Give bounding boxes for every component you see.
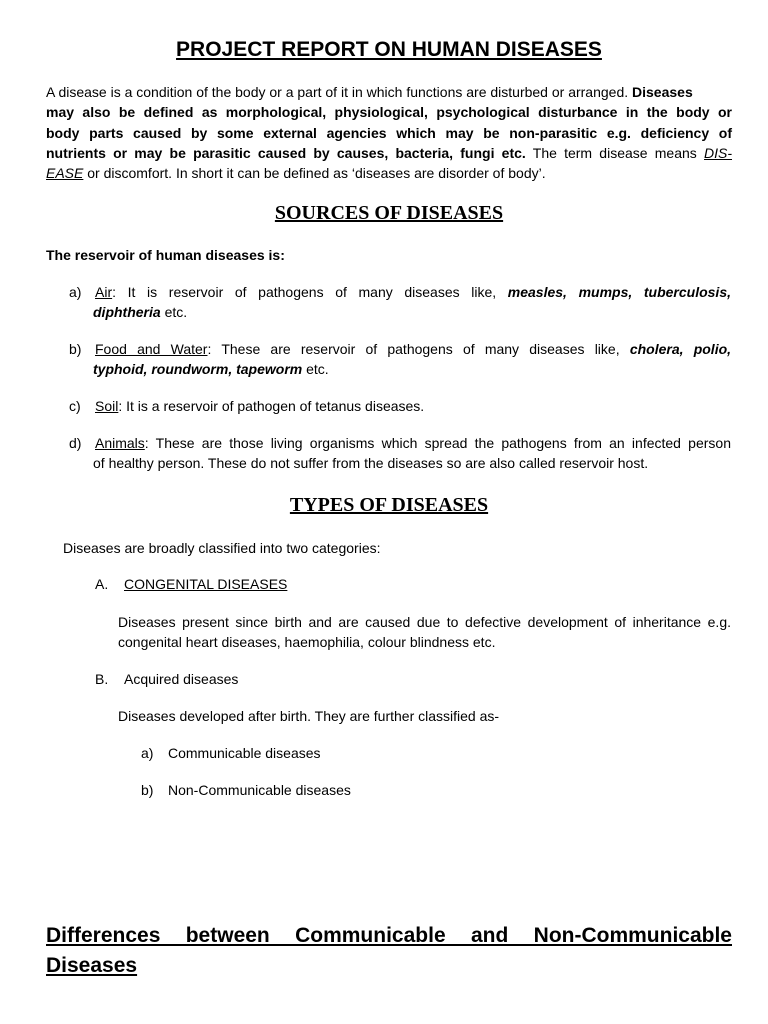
acquired-desc: Diseases developed after birth. They are further classified as- xyxy=(118,708,500,724)
subcategory-marker: a) xyxy=(141,745,154,761)
source-term: Soil xyxy=(95,398,119,414)
source-examples: diphtheria xyxy=(93,304,161,320)
source-marker: a) xyxy=(69,284,82,300)
source-examples: typhoid, roundworm, tapeworm xyxy=(93,361,303,377)
source-text: : These are those living organisms which spread the pathogens from an infected person xyxy=(144,435,731,451)
source-text: etc. xyxy=(306,361,329,377)
congenital-desc-line-1: Diseases present since birth and are caused due to defective development of inheritance e.g. xyxy=(118,614,731,630)
category-marker: A. xyxy=(95,576,109,592)
source-item-food-water-line-2 xyxy=(93,359,329,379)
source-text: : It is reservoir of pathogens of many diseases like, xyxy=(112,284,497,300)
source-term: Air xyxy=(95,284,113,300)
dis-ease-term: DIS- xyxy=(704,145,733,161)
source-text: etc. xyxy=(164,304,188,320)
types-intro: Diseases are broadly classified into two categories: xyxy=(63,540,381,556)
source-item-animals-line-2: of healthy person. These do not suffer from the diseases so are also called reservoir host. xyxy=(93,455,649,471)
sources-heading: SOURCES OF DISEASES xyxy=(274,202,504,224)
types-heading: TYPES OF DISEASES xyxy=(289,494,489,516)
intro-bold-text: Diseases xyxy=(632,84,693,100)
intro-line-4 xyxy=(46,143,732,163)
source-term: Animals xyxy=(95,435,145,451)
intro-line-3: body parts caused by some external agencies which may be non-parasitic e.g. deficiency of xyxy=(46,125,732,141)
intro-text: A disease is a condition of the body or a part of it in which functions are disturbed or arranged. xyxy=(46,84,629,100)
dis-ease-term: EASE xyxy=(46,165,84,181)
source-item-air-line-2 xyxy=(93,302,187,322)
source-marker: d) xyxy=(69,435,82,451)
subcategory-communicable: Communicable diseases xyxy=(168,745,321,761)
sources-subheading: The reservoir of human diseases is: xyxy=(46,247,285,263)
category-congenital: CONGENITAL DISEASES xyxy=(124,576,288,592)
differences-heading-line-2: Diseases xyxy=(46,954,138,977)
source-marker: c) xyxy=(69,398,81,414)
source-examples: measles, mumps, tuberculosis, xyxy=(507,284,732,300)
subcategory-marker: b) xyxy=(141,782,154,798)
source-text: : It is a reservoir of pathogen of tetanus diseases. xyxy=(118,398,425,414)
source-item-animals xyxy=(95,433,731,453)
intro-text: The term disease means xyxy=(532,145,697,161)
intro-line-2: may also be defined as morphological, physiological, psychological disturbance in the body or xyxy=(46,104,732,120)
page-title: PROJECT REPORT ON HUMAN DISEASES xyxy=(176,38,602,61)
source-examples: cholera, polio, xyxy=(629,341,732,357)
source-text: : These are reservoir of pathogens of many diseases like, xyxy=(207,341,620,357)
category-marker: B. xyxy=(95,671,109,687)
congenital-desc-line-2: congenital heart diseases, haemophilia, colour blindness etc. xyxy=(118,634,496,650)
source-marker: b) xyxy=(69,341,82,357)
source-item-soil xyxy=(95,396,424,416)
intro-line-1 xyxy=(46,82,693,102)
source-item-air xyxy=(95,282,731,302)
category-acquired: Acquired diseases xyxy=(124,671,239,687)
intro-text: or discomfort. In short it can be defined as ‘diseases are disorder of body’. xyxy=(87,165,546,181)
intro-bold-text: nutrients or may be parasitic caused by causes, bacteria, fungi etc. xyxy=(46,145,526,161)
source-item-food-water xyxy=(95,339,731,359)
differences-heading: Differences between Communicable and Non-Communicable xyxy=(46,924,732,947)
intro-line-5 xyxy=(46,163,546,183)
source-term: Food and Water xyxy=(95,341,208,357)
subcategory-non-communicable: Non-Communicable diseases xyxy=(168,782,351,798)
